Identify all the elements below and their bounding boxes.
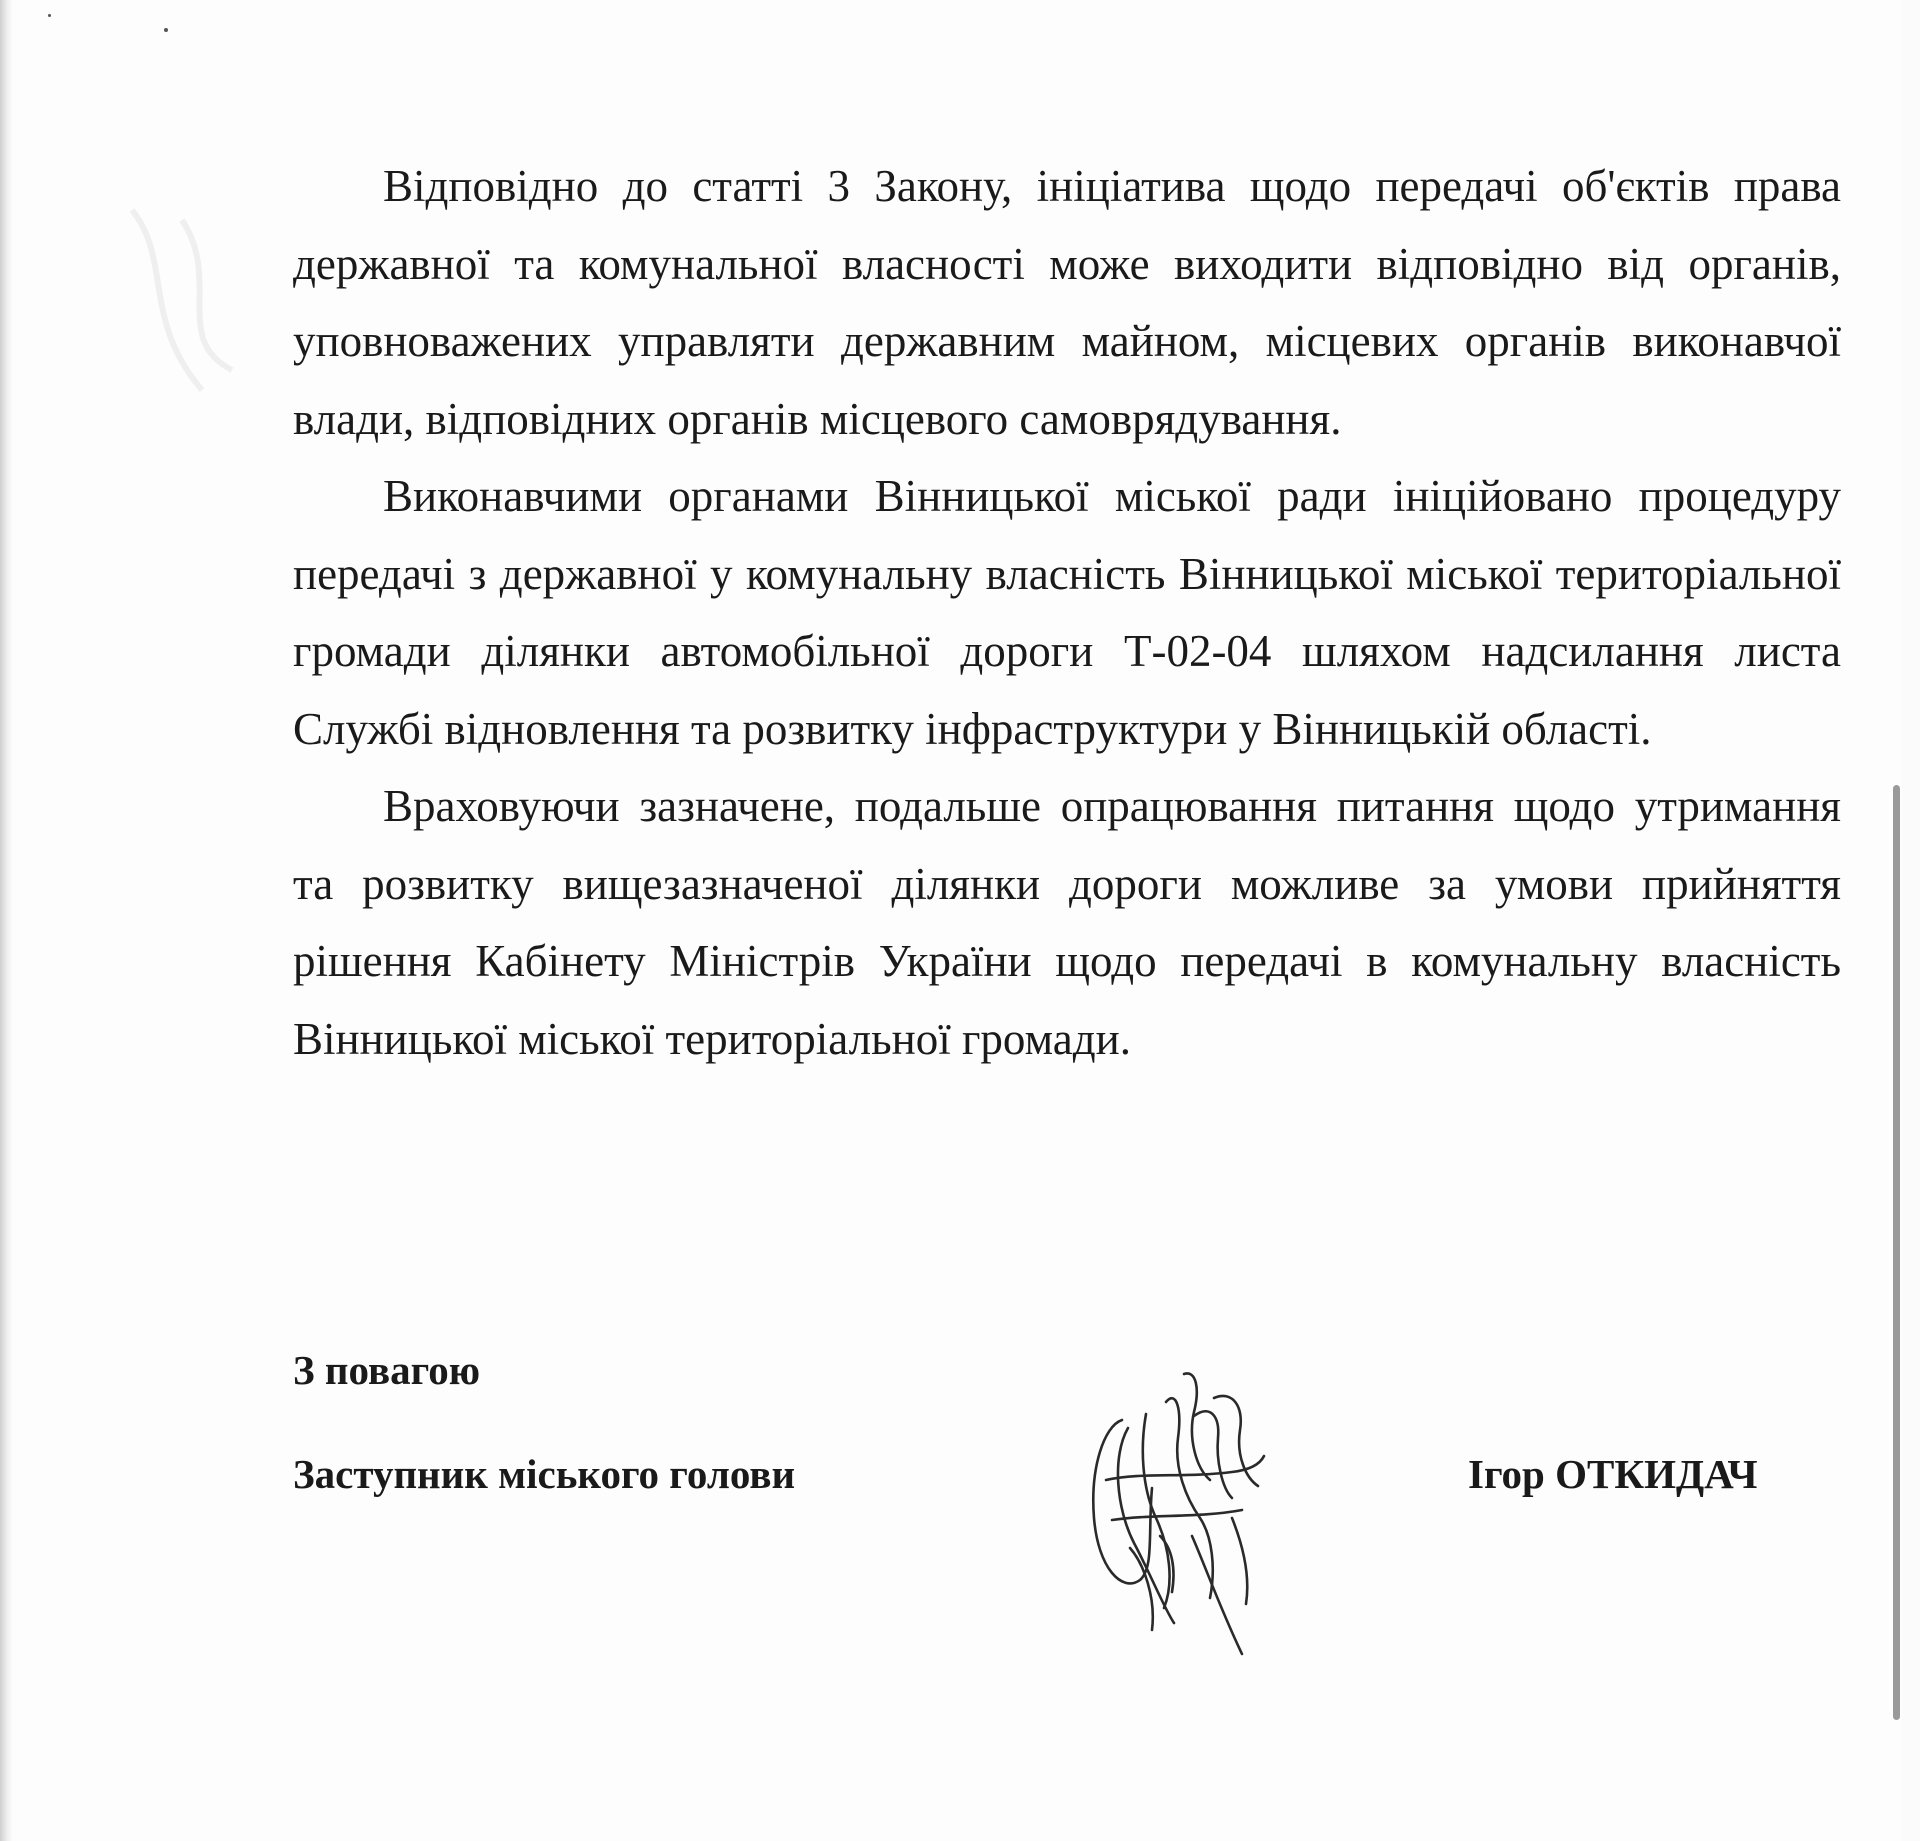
paragraph-1: Відповідно до статті 3 Закону, ініціатива щодо передачі об'єктів права державної та комунальної власності може виходити відповідно від органів, уповноважених управляти державним майном, місцевих органів виконавчої влади, відповідних органів місцевого самоврядування. <box>293 161 1841 444</box>
page-shadow-edge <box>0 0 12 1841</box>
closing-regards: З повагою <box>293 1347 481 1393</box>
paragraph-2: Виконавчими органами Вінницької міської ради ініційовано процедуру передачі з державної у комунальну власність Вінницької міської територіальної громади ділянки автомобільної дороги Т-02-04 шляхом надсилання листа Службі відновлення та розвитку інфраструктури у Вінницькій області. <box>293 471 1841 754</box>
vertical-scrollbar[interactable] <box>1893 785 1900 1720</box>
signature-icon <box>1082 1368 1272 1658</box>
signatory-position: Заступник міського голови <box>293 1451 796 1497</box>
paragraph-3: Враховуючи зазначене, подальше опрацювання питання щодо утримання та розвитку вищезазначеної ділянки дороги можливе за умови прийняття рішення Кабінету Міністрів України щодо передачі в комунальну власність Вінницької міської територіальної громади. <box>293 781 1841 1064</box>
letter-page <box>12 0 1902 1841</box>
faint-bleed-through-mark <box>112 200 252 400</box>
signatory-name: Ігор ОТКИДАЧ <box>1468 1451 1758 1497</box>
scan-speck <box>164 28 168 32</box>
scan-speck <box>48 14 51 17</box>
letter-body <box>293 148 1841 1078</box>
closing-block <box>293 1346 1841 1646</box>
